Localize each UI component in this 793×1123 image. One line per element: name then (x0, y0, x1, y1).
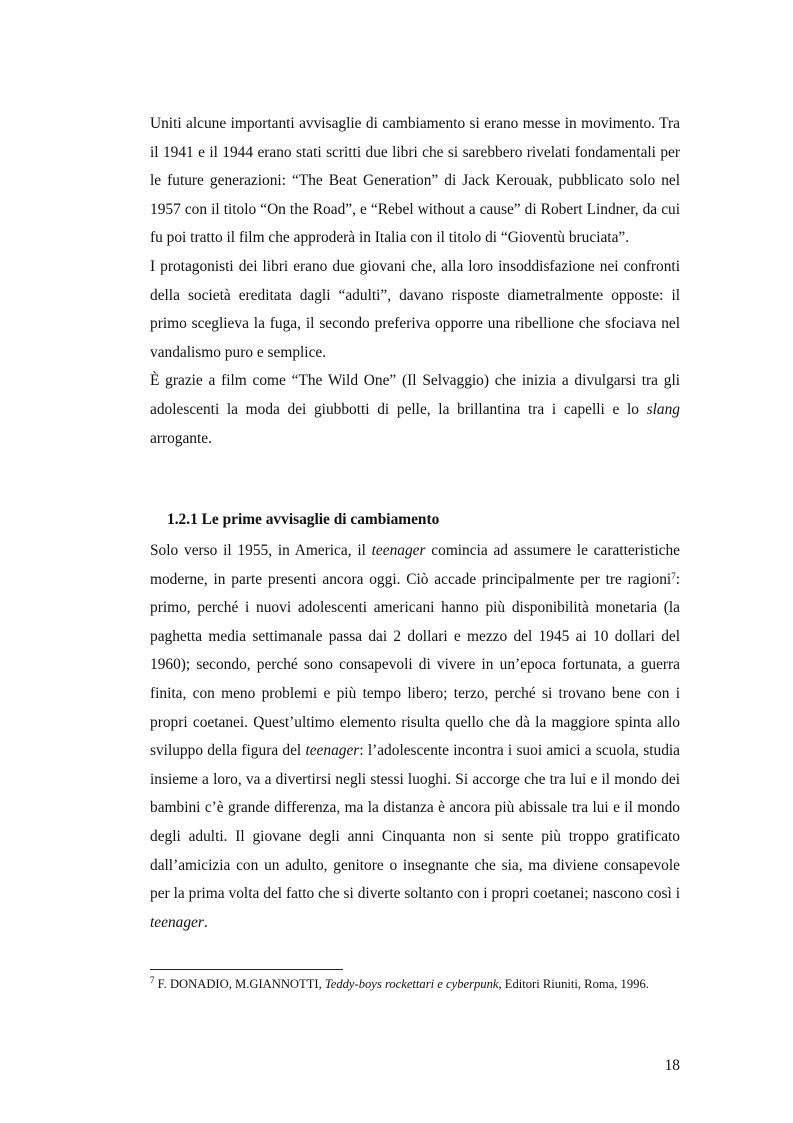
section-text-3: : primo, perché i nuovi adolescenti americani hanno più disponibilità monetaria (la paghetta media settimanale passa dai 2 dollari e mezzo del 1945 ai 10 dollari del 1960); secondo, perché sono consapevoli di vivere in un’epoca fortunata, a guerra finita, con meno problemi e più tempo libero; terzo, perché si trovano bene con i propri coetanei. Quest’ultimo elemento risulta quello che dà la maggiore spinta allo sviluppo della figura del (150, 570, 680, 760)
section-body (150, 537, 680, 937)
section-emphasis-1: teenager (371, 542, 426, 559)
paragraph-3-text: È grazie a film come “The Wild One” (Il Selvaggio) che inizia a divulgarsi tra gli adolescenti la moda dei giubbotti di pelle, la brillantina tra i capelli e lo (150, 372, 680, 418)
section-text-1: Solo verso il 1955, in America, il (150, 542, 372, 559)
paragraph-3-emphasis: slang (646, 400, 680, 418)
footnote-reference: 7 (671, 570, 676, 581)
footnote (150, 976, 680, 992)
footnote-publisher: , Editori Riuniti, Roma, 1996. (498, 977, 649, 991)
page-number: 18 (664, 1057, 680, 1074)
section-text-5: . (203, 913, 208, 931)
paragraph-1: Uniti alcune importanti avvisaglie di cambiamento si erano messe in movimento. Tra il 1941 e il 1944 erano stati scritti due libri che si sarebbero rivelati fondamentali per le future generazioni: “The Beat Generation” di Jack Kerouak, pubblicato solo nel 1957 con il titolo “On the Road”, e “Rebel without a cause” di Robert Lindner, da cui fu poi tratto il film che approderà in Italia con il titolo di “Gioventù bruciata”. (150, 115, 680, 247)
footnote-authors: F. DONADIO, M.GIANNOTTI, (154, 977, 325, 991)
section-text-4: : l’adolescente incontra i suoi amici a scuola, studia insieme a loro, va a divertirsi negli stessi luoghi. Si accorge che tra lui e il mondo dei bambini c’è grande differenza, ma la distanza è ancora più abissale tra lui e il mondo degli adulti. Il giovane degli anni Cinquanta non si sente più troppo gratificato dall’amicizia con un adulto, genitore o insegnante che sia, ma diviene consapevole per la prima volta del fatto che si diverte soltanto con i propri coetanei; nascono così i (150, 742, 681, 903)
section-emphasis-2: teenager (305, 742, 360, 760)
section-emphasis-3: teenager (150, 913, 204, 931)
footnote-number: 7 (150, 975, 155, 985)
section-text-2: comincia ad assumere le caratteristiche moderne, in parte presenti ancora oggi. Ciò accade principalmente per tre ragioni (150, 542, 680, 588)
section-heading: 1.2.1 Le prime avvisaglie di cambiamento (167, 511, 440, 528)
footnote-divider (150, 969, 343, 970)
paragraph-3 (150, 367, 680, 453)
body-text (150, 110, 680, 453)
section-paragraph (150, 537, 680, 937)
paragraph-2: I protagonisti dei libri erano due giovani che, alla loro insoddisfazione nei confronti della società ereditata dagli “adulti”, davano risposte diametralmente opposte: il primo sceglieva la fuga, il secondo preferiva opporre una ribellione che sfociava nel vandalismo puro e semplice. (150, 257, 680, 361)
paragraph-3-text-end: arrogante. (150, 429, 212, 447)
footnote-title: Teddy-boys rockettari e cyberpunk (324, 977, 499, 991)
